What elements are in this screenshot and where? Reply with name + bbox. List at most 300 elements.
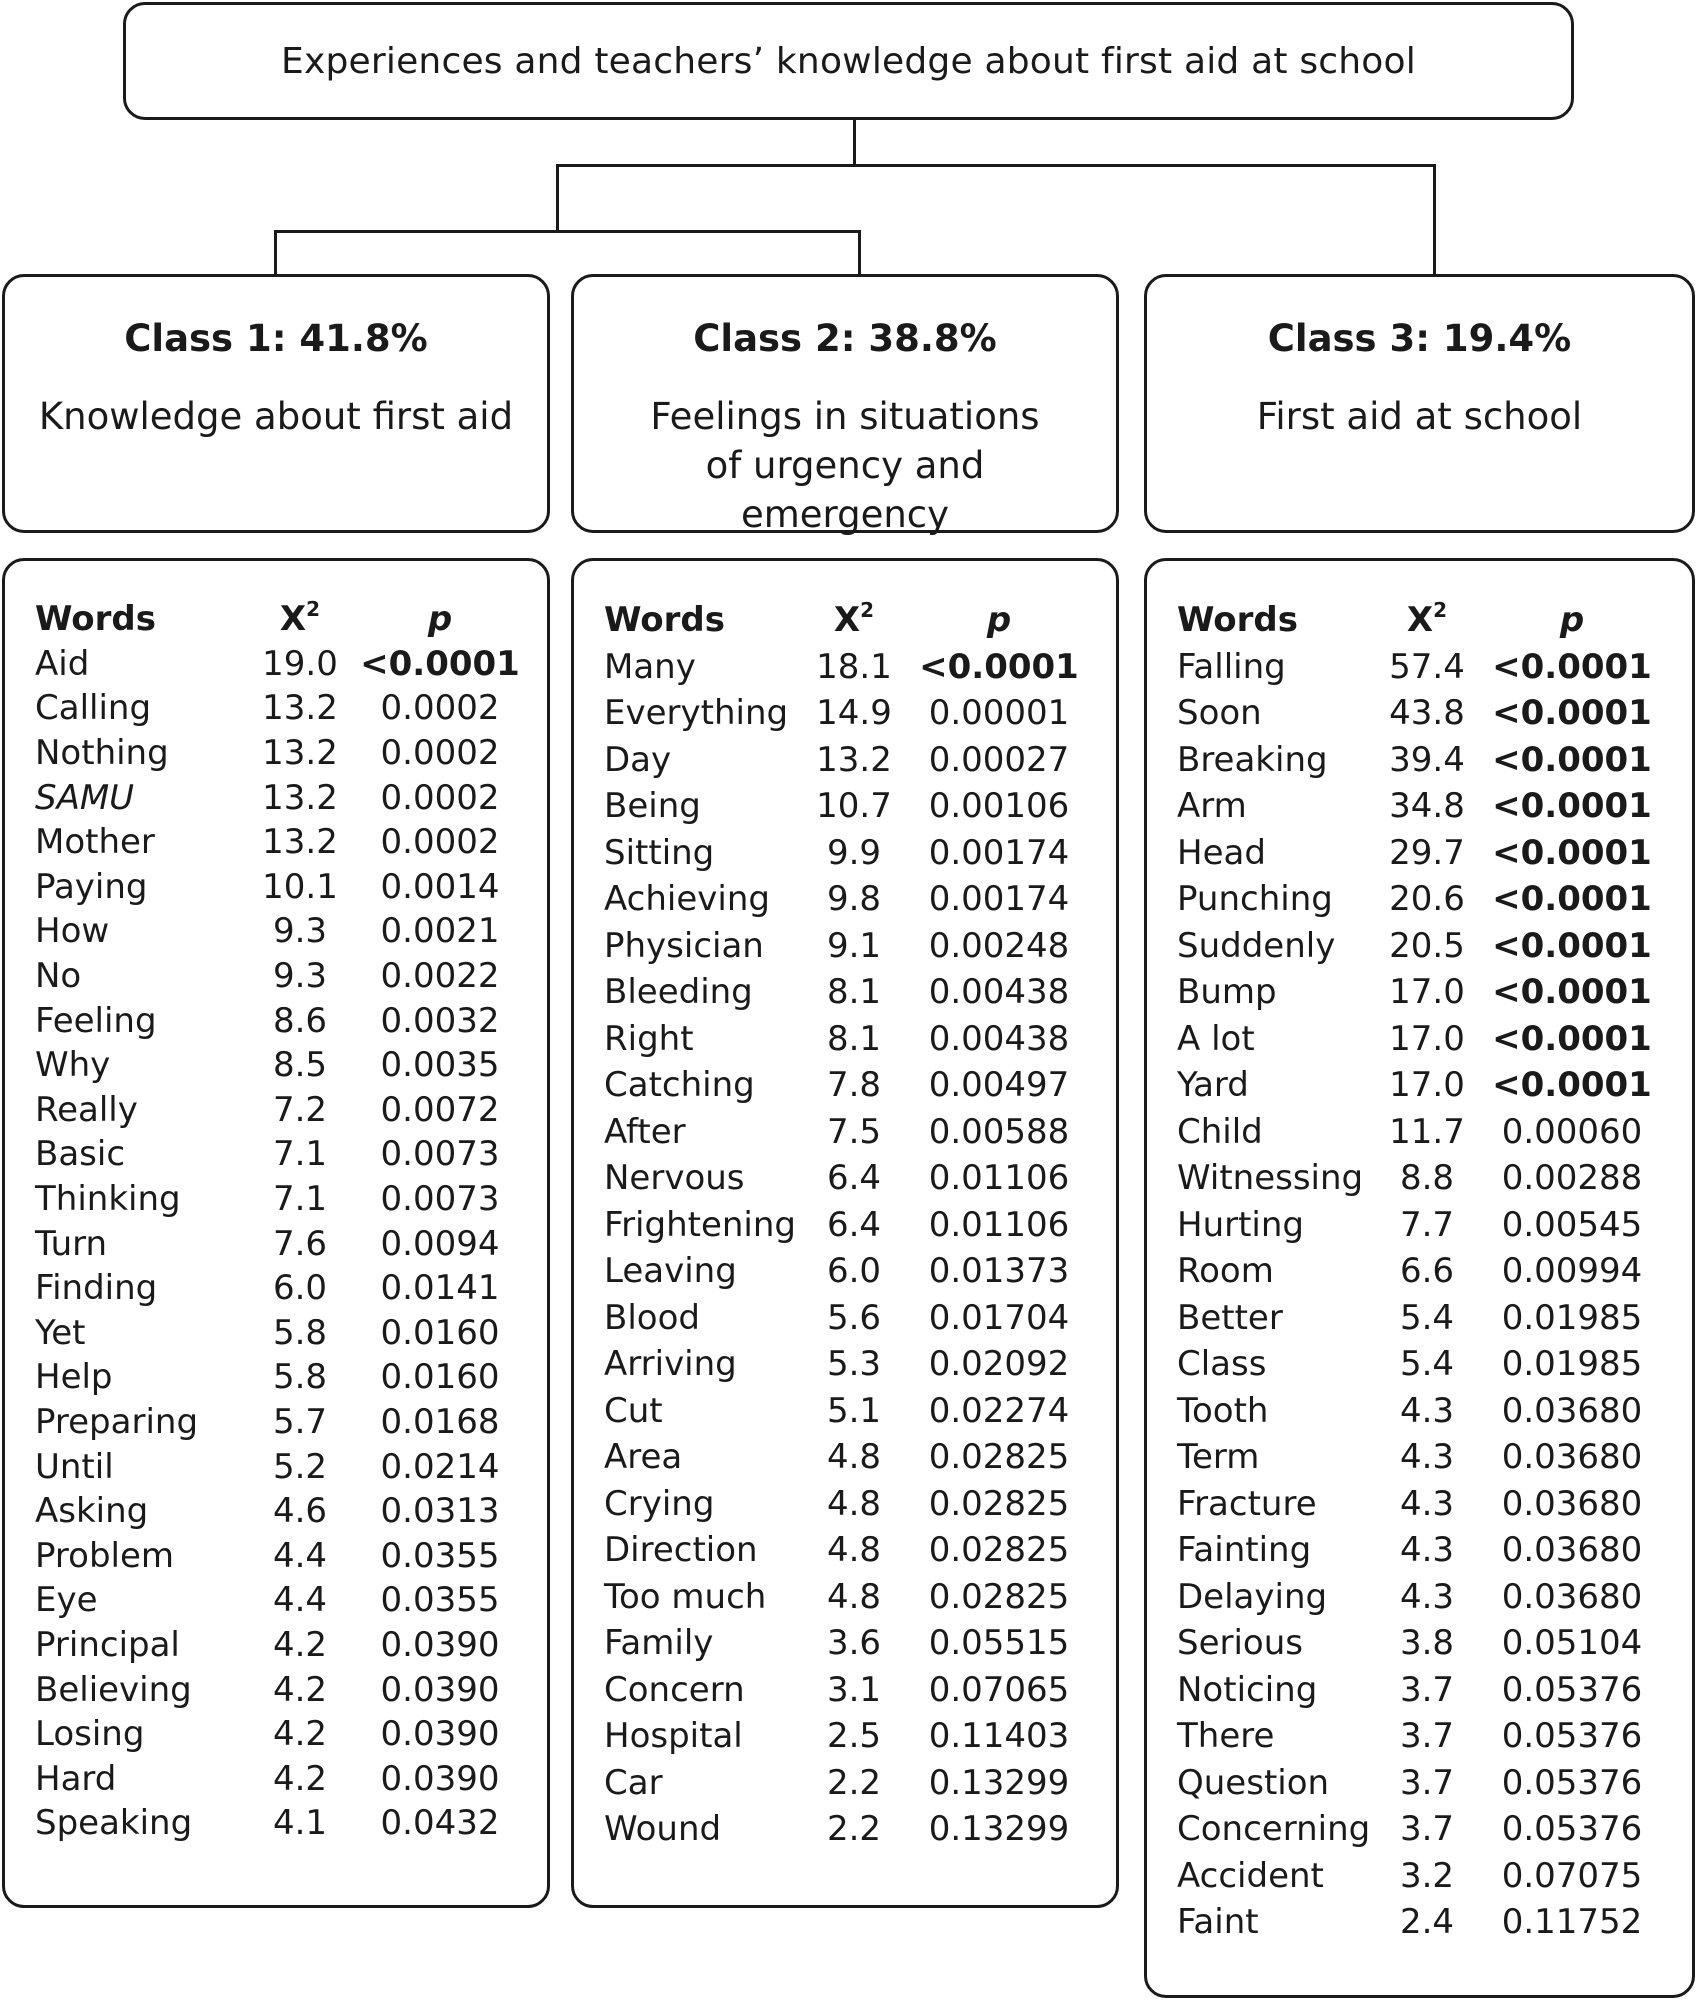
word-cell: Losing: [35, 1714, 145, 1755]
chi-square-cell: 9.1: [826, 925, 882, 966]
word-cell: Preparing: [35, 1401, 199, 1442]
table-row: [604, 969, 1094, 1016]
connector-left-branch-down: [556, 164, 559, 233]
chi-square-cell: 19.0: [262, 643, 338, 684]
word-cell: Delaying: [1177, 1576, 1328, 1617]
table-row: [604, 1434, 1094, 1481]
word-cell: Better: [1177, 1297, 1283, 1338]
chi-square-cell: 20.5: [1389, 925, 1465, 966]
p-value-cell: <0.0001: [1492, 1065, 1652, 1106]
word-cell: Sitting: [604, 832, 715, 873]
word-cell: Head: [1177, 832, 1266, 873]
chi-square-cell: 5.8: [272, 1357, 328, 1398]
word-cell: Suddenly: [1177, 925, 1336, 966]
table-row: [35, 642, 525, 687]
chi-square-cell: 6.6: [1399, 1251, 1455, 1292]
chi-square-cell: 2.5: [826, 1716, 882, 1757]
word-cell: No: [35, 956, 82, 997]
p-value-cell: 0.0002: [380, 688, 500, 729]
p-value-cell: 0.01985: [1501, 1344, 1643, 1385]
table-row: [35, 865, 525, 910]
word-cell: Tooth: [1177, 1390, 1269, 1431]
p-value-cell: 0.0313: [380, 1491, 500, 1532]
p-value-cell: 0.0214: [380, 1446, 500, 1487]
chi-square-cell: 8.8: [1399, 1158, 1455, 1199]
word-cell: Arm: [1177, 786, 1247, 827]
word-cell: Room: [1177, 1251, 1274, 1292]
p-value-cell: 0.0160: [380, 1312, 500, 1353]
chi-square-cell: 7.7: [1399, 1204, 1455, 1245]
word-cell: Falling: [1177, 646, 1286, 687]
p-value-cell: 0.0141: [380, 1268, 500, 1309]
p-value-cell: <0.0001: [1492, 739, 1652, 780]
chi-square-cell: 2.4: [1399, 1902, 1455, 1943]
table-row: [1177, 1388, 1667, 1435]
table-row: [604, 1806, 1094, 1853]
table-row: [35, 686, 525, 731]
table-header-row: [1177, 597, 1667, 644]
table-row: [604, 1248, 1094, 1295]
word-cell: Catching: [604, 1065, 755, 1106]
p-value-cell: 0.01985: [1501, 1297, 1643, 1338]
p-value-cell: 0.0032: [380, 1000, 500, 1041]
table-row: [1177, 1667, 1667, 1714]
class-1-theme: Knowledge about first aid: [38, 395, 514, 438]
p-value-cell: 0.00174: [928, 832, 1070, 873]
p-value-cell: 0.0002: [380, 733, 500, 774]
chi-square-cell: 4.3: [1399, 1390, 1455, 1431]
class-3-label: Class 3: 19.4%: [1267, 317, 1572, 360]
p-value-cell: 0.00288: [1501, 1158, 1643, 1199]
chi-square-cell: 6.0: [272, 1268, 328, 1309]
class-1-word-table: [35, 597, 525, 1846]
word-cell: Concern: [604, 1669, 745, 1710]
chi-square-cell: 4.2: [272, 1669, 328, 1710]
p-value-cell: 0.03680: [1501, 1576, 1643, 1617]
chi-square-cell: 9.9: [826, 832, 882, 873]
chi-square-cell: 8.5: [272, 1045, 328, 1086]
table-row: [35, 954, 525, 999]
chi-square-cell: 4.2: [272, 1758, 328, 1799]
word-cell: Nothing: [35, 733, 169, 774]
word-cell: Why: [35, 1045, 111, 1086]
table-row: [604, 1388, 1094, 1435]
header-words: Words: [35, 599, 156, 640]
table-row: [1177, 690, 1667, 737]
table-row: [604, 1109, 1094, 1156]
table-row: [35, 1667, 525, 1712]
table-row: [604, 644, 1094, 691]
word-cell: Being: [604, 786, 701, 827]
chi-square-cell: 5.2: [272, 1446, 328, 1487]
chi-square-cell: 5.4: [1399, 1297, 1455, 1338]
header-chi-square-superscript: 2: [860, 598, 875, 623]
table-row: [35, 1712, 525, 1757]
table-row: [604, 1016, 1094, 1063]
chi-square-cell: 4.3: [1399, 1530, 1455, 1571]
chi-square-cell: 3.7: [1399, 1809, 1455, 1850]
header-words: Words: [1177, 600, 1298, 641]
word-cell: How: [35, 911, 110, 952]
table-row: [1177, 876, 1667, 923]
word-cell: Believing: [35, 1669, 192, 1710]
word-cell: Family: [604, 1623, 714, 1664]
chi-square-cell: 5.4: [1399, 1344, 1455, 1385]
p-value-cell: <0.0001: [360, 643, 520, 684]
table-row: [35, 1444, 525, 1489]
table-row: [604, 1667, 1094, 1714]
table-row: [1177, 1527, 1667, 1574]
table-row: [604, 783, 1094, 830]
table-row: [35, 1400, 525, 1445]
p-value-cell: 0.0035: [380, 1045, 500, 1086]
connector-upper-horizontal: [556, 164, 1436, 167]
p-value-cell: 0.00001: [928, 693, 1070, 734]
chi-square-cell: 7.1: [272, 1134, 328, 1175]
chi-square-cell: 13.2: [262, 822, 338, 863]
word-cell: Yard: [1177, 1065, 1249, 1106]
chi-square-cell: 9.3: [272, 911, 328, 952]
word-cell: Cut: [604, 1390, 663, 1431]
word-cell: There: [1177, 1716, 1275, 1757]
chi-square-cell: 13.2: [816, 739, 892, 780]
table-row: [604, 923, 1094, 970]
table-row: [35, 731, 525, 776]
word-cell: Car: [604, 1762, 663, 1803]
table-row: [604, 690, 1094, 737]
p-value-cell: 0.02825: [928, 1530, 1070, 1571]
chi-square-cell: 4.2: [272, 1624, 328, 1665]
chi-square-cell: 5.1: [826, 1390, 882, 1431]
p-value-cell: 0.03680: [1501, 1530, 1643, 1571]
p-value-cell: 0.00545: [1501, 1204, 1643, 1245]
table-row: [35, 1177, 525, 1222]
table-row: [35, 775, 525, 820]
p-value-cell: 0.0390: [380, 1624, 500, 1665]
chi-square-cell: 7.5: [826, 1111, 882, 1152]
chi-square-cell: 3.7: [1399, 1716, 1455, 1757]
p-value-cell: 0.02825: [928, 1437, 1070, 1478]
chi-square-cell: 7.1: [272, 1179, 328, 1220]
p-value-cell: 0.0014: [380, 866, 500, 907]
word-cell: Concerning: [1177, 1809, 1371, 1850]
header-chi-square: [245, 597, 355, 642]
p-value-cell: 0.0390: [380, 1758, 500, 1799]
header-chi-square-x: X: [833, 600, 861, 641]
p-value-cell: 0.00060: [1501, 1111, 1643, 1152]
table-row: [1177, 1760, 1667, 1807]
table-row: [35, 1578, 525, 1623]
table-row: [35, 1043, 525, 1088]
class-2-label: Class 2: 38.8%: [693, 317, 997, 360]
table-row: [604, 737, 1094, 784]
chi-square-cell: 57.4: [1389, 646, 1465, 687]
chi-square-cell: 17.0: [1389, 1018, 1465, 1059]
p-value-cell: 0.05376: [1501, 1669, 1643, 1710]
table-row: [1177, 644, 1667, 691]
header-chi-square: [1377, 597, 1477, 644]
word-cell: Faint: [1177, 1902, 1259, 1943]
p-value-cell: 0.0073: [380, 1179, 500, 1220]
word-cell: Wound: [604, 1809, 722, 1850]
chi-square-cell: 17.0: [1389, 1065, 1465, 1106]
p-value-cell: 0.0432: [380, 1803, 500, 1844]
p-value-cell: 0.05515: [928, 1623, 1070, 1664]
p-value-cell: 0.01106: [928, 1204, 1070, 1245]
p-value-cell: 0.0072: [380, 1089, 500, 1130]
p-value-cell: 0.03680: [1501, 1390, 1643, 1431]
p-value-cell: 0.13299: [928, 1809, 1070, 1850]
word-cell: SAMU: [35, 777, 135, 818]
header-chi-square-superscript: 2: [1433, 598, 1448, 623]
word-cell: Witnessing: [1177, 1158, 1364, 1199]
table-row: [35, 1756, 525, 1801]
p-value-cell: 0.00248: [928, 925, 1070, 966]
word-cell: Fracture: [1177, 1483, 1317, 1524]
word-cell: Soon: [1177, 693, 1262, 734]
table-row: [1177, 1481, 1667, 1528]
p-value-cell: <0.0001: [1492, 832, 1652, 873]
word-cell: Term: [1177, 1437, 1260, 1478]
table-row: [1177, 1713, 1667, 1760]
table-row: [1177, 1899, 1667, 1946]
word-cell: Area: [604, 1437, 683, 1478]
p-value-cell: 0.00497: [928, 1065, 1070, 1106]
chi-square-cell: 3.7: [1399, 1762, 1455, 1803]
class-1-label: Class 1: 41.8%: [124, 317, 428, 360]
table-row: [35, 1623, 525, 1668]
p-value-cell: 0.13299: [928, 1762, 1070, 1803]
chi-square-cell: 14.9: [816, 693, 892, 734]
word-cell: Punching: [1177, 879, 1333, 920]
word-cell: Help: [35, 1357, 113, 1398]
word-cell: Principal: [35, 1624, 180, 1665]
word-cell: Blood: [604, 1297, 700, 1338]
p-value-cell: 0.01373: [928, 1251, 1070, 1292]
table-row: [604, 1620, 1094, 1667]
chi-square-cell: 20.6: [1389, 879, 1465, 920]
connector-class3-down: [1433, 164, 1436, 276]
p-value-cell: 0.00438: [928, 1018, 1070, 1059]
word-cell: Crying: [604, 1483, 715, 1524]
table-row: [1177, 1620, 1667, 1667]
word-cell: Hard: [35, 1758, 117, 1799]
chi-square-cell: 10.7: [816, 786, 892, 827]
table-row: [1177, 1248, 1667, 1295]
table-row: [1177, 783, 1667, 830]
chi-square-cell: 2.2: [826, 1762, 882, 1803]
word-cell: Leaving: [604, 1251, 737, 1292]
p-value-cell: <0.0001: [919, 646, 1079, 687]
chi-square-cell: 8.1: [826, 972, 882, 1013]
header-chi-square-superscript: 2: [306, 597, 321, 622]
chi-square-cell: 43.8: [1389, 693, 1465, 734]
table-row: [1177, 923, 1667, 970]
class-2-theme: Feelings in situations of urgency and emergency: [650, 395, 1040, 536]
table-header-row: [604, 597, 1094, 644]
header-chi-square: [804, 597, 904, 644]
chi-square-cell: 9.3: [272, 956, 328, 997]
p-value-cell: 0.01106: [928, 1158, 1070, 1199]
table-row: [35, 1533, 525, 1578]
table-row: [604, 876, 1094, 923]
word-cell: Turn: [35, 1223, 108, 1264]
chi-square-cell: 6.4: [826, 1158, 882, 1199]
table-row: [1177, 830, 1667, 877]
word-cell: Day: [604, 739, 672, 780]
table-row: [35, 1088, 525, 1133]
table-row: [604, 1295, 1094, 1342]
word-cell: Noticing: [1177, 1669, 1318, 1710]
word-cell: Direction: [604, 1530, 758, 1571]
table-row: [35, 1489, 525, 1534]
chi-square-cell: 4.3: [1399, 1576, 1455, 1617]
p-value-cell: 0.0002: [380, 777, 500, 818]
class-2-word-table-box: [571, 558, 1119, 1908]
table-row: [1177, 1202, 1667, 1249]
chi-square-cell: 13.2: [262, 777, 338, 818]
class-2-box: [571, 274, 1119, 536]
chi-square-cell: 4.4: [272, 1535, 328, 1576]
word-cell: Finding: [35, 1268, 158, 1309]
chi-square-cell: 13.2: [262, 733, 338, 774]
p-value-cell: 0.02274: [928, 1390, 1070, 1431]
p-value-cell: <0.0001: [1492, 972, 1652, 1013]
p-value-cell: <0.0001: [1492, 925, 1652, 966]
p-value-cell: 0.0355: [380, 1535, 500, 1576]
table-row: [1177, 1109, 1667, 1156]
chi-square-cell: 13.2: [262, 688, 338, 729]
table-row: [1177, 969, 1667, 1016]
p-value-cell: 0.00588: [928, 1111, 1070, 1152]
table-row: [604, 830, 1094, 877]
table-row: [35, 998, 525, 1043]
word-cell: Asking: [35, 1491, 149, 1532]
chi-square-cell: 4.2: [272, 1714, 328, 1755]
header-p-value: p: [986, 600, 1012, 641]
header-p-value: p: [427, 599, 453, 640]
word-cell: Hurting: [1177, 1204, 1305, 1245]
chi-square-cell: 29.7: [1389, 832, 1465, 873]
p-value-cell: 0.05376: [1501, 1809, 1643, 1850]
chi-square-cell: 4.1: [272, 1803, 328, 1844]
chi-square-cell: 8.1: [826, 1018, 882, 1059]
p-value-cell: 0.00438: [928, 972, 1070, 1013]
word-cell: Accident: [1177, 1855, 1324, 1896]
word-cell: Nervous: [604, 1158, 745, 1199]
chi-square-cell: 3.8: [1399, 1623, 1455, 1664]
p-value-cell: <0.0001: [1492, 693, 1652, 734]
word-cell: A lot: [1177, 1018, 1255, 1059]
word-cell: Yet: [35, 1312, 86, 1353]
table-row: [1177, 1853, 1667, 1900]
chi-square-cell: 11.7: [1389, 1111, 1465, 1152]
word-cell: Question: [1177, 1762, 1330, 1803]
word-cell: Calling: [35, 688, 152, 729]
chi-square-cell: 4.8: [826, 1437, 882, 1478]
table-row: [604, 1062, 1094, 1109]
table-row: [1177, 1806, 1667, 1853]
header-p-value: p: [1559, 600, 1585, 641]
table-row: [604, 1155, 1094, 1202]
p-value-cell: 0.0073: [380, 1134, 500, 1175]
table-row: [1177, 1155, 1667, 1202]
p-value-cell: 0.11403: [928, 1716, 1070, 1757]
p-value-cell: 0.0168: [380, 1401, 500, 1442]
class-3-word-table-box: [1144, 558, 1695, 1998]
table-row: [35, 820, 525, 865]
p-value-cell: 0.00994: [1501, 1251, 1643, 1292]
p-value-cell: 0.07075: [1501, 1855, 1643, 1896]
class-1-box: [2, 274, 550, 533]
chi-square-cell: 18.1: [816, 646, 892, 687]
table-row: [35, 1355, 525, 1400]
p-value-cell: <0.0001: [1492, 786, 1652, 827]
chi-square-cell: 3.6: [826, 1623, 882, 1664]
header-chi-square-x: X: [279, 599, 307, 640]
table-row: [35, 1221, 525, 1266]
table-row: [604, 1202, 1094, 1249]
word-cell: Class: [1177, 1344, 1267, 1385]
p-value-cell: 0.02092: [928, 1344, 1070, 1385]
p-value-cell: 0.0355: [380, 1580, 500, 1621]
chi-square-cell: 34.8: [1389, 786, 1465, 827]
chi-square-cell: 17.0: [1389, 972, 1465, 1013]
p-value-cell: 0.00027: [928, 739, 1070, 780]
class-1-word-table-box: [2, 558, 550, 1908]
p-value-cell: 0.05376: [1501, 1716, 1643, 1757]
table-row: [35, 909, 525, 954]
word-cell: Mother: [35, 822, 155, 863]
chi-square-cell: 7.6: [272, 1223, 328, 1264]
p-value-cell: 0.03680: [1501, 1437, 1643, 1478]
word-cell: Arriving: [604, 1344, 737, 1385]
chi-square-cell: 5.7: [272, 1401, 328, 1442]
p-value-cell: 0.0390: [380, 1714, 500, 1755]
table-row: [604, 1713, 1094, 1760]
table-row: [1177, 1341, 1667, 1388]
chi-square-cell: 6.0: [826, 1251, 882, 1292]
class-2-word-table: [604, 597, 1094, 1853]
p-value-cell: 0.05376: [1501, 1762, 1643, 1803]
chi-square-cell: 2.2: [826, 1809, 882, 1850]
p-value-cell: 0.0094: [380, 1223, 500, 1264]
word-cell: Everything: [604, 693, 789, 734]
chi-square-cell: 4.3: [1399, 1437, 1455, 1478]
word-cell: Really: [35, 1089, 138, 1130]
table-row: [1177, 1434, 1667, 1481]
chi-square-cell: 8.6: [272, 1000, 328, 1041]
word-cell: Right: [604, 1018, 694, 1059]
word-cell: Paying: [35, 866, 148, 907]
chi-square-cell: 4.8: [826, 1576, 882, 1617]
word-cell: Breaking: [1177, 739, 1328, 780]
p-value-cell: 0.00174: [928, 879, 1070, 920]
chi-square-cell: 4.6: [272, 1491, 328, 1532]
chi-square-cell: 4.3: [1399, 1483, 1455, 1524]
word-cell: Too much: [604, 1576, 767, 1617]
p-value-cell: <0.0001: [1492, 646, 1652, 687]
word-cell: Bleeding: [604, 972, 753, 1013]
chi-square-cell: 5.8: [272, 1312, 328, 1353]
word-cell: After: [604, 1111, 686, 1152]
p-value-cell: 0.11752: [1501, 1902, 1643, 1943]
p-value-cell: 0.02825: [928, 1483, 1070, 1524]
chi-square-cell: 7.2: [272, 1089, 328, 1130]
word-cell: Child: [1177, 1111, 1263, 1152]
word-cell: Thinking: [35, 1179, 181, 1220]
p-value-cell: 0.00106: [928, 786, 1070, 827]
